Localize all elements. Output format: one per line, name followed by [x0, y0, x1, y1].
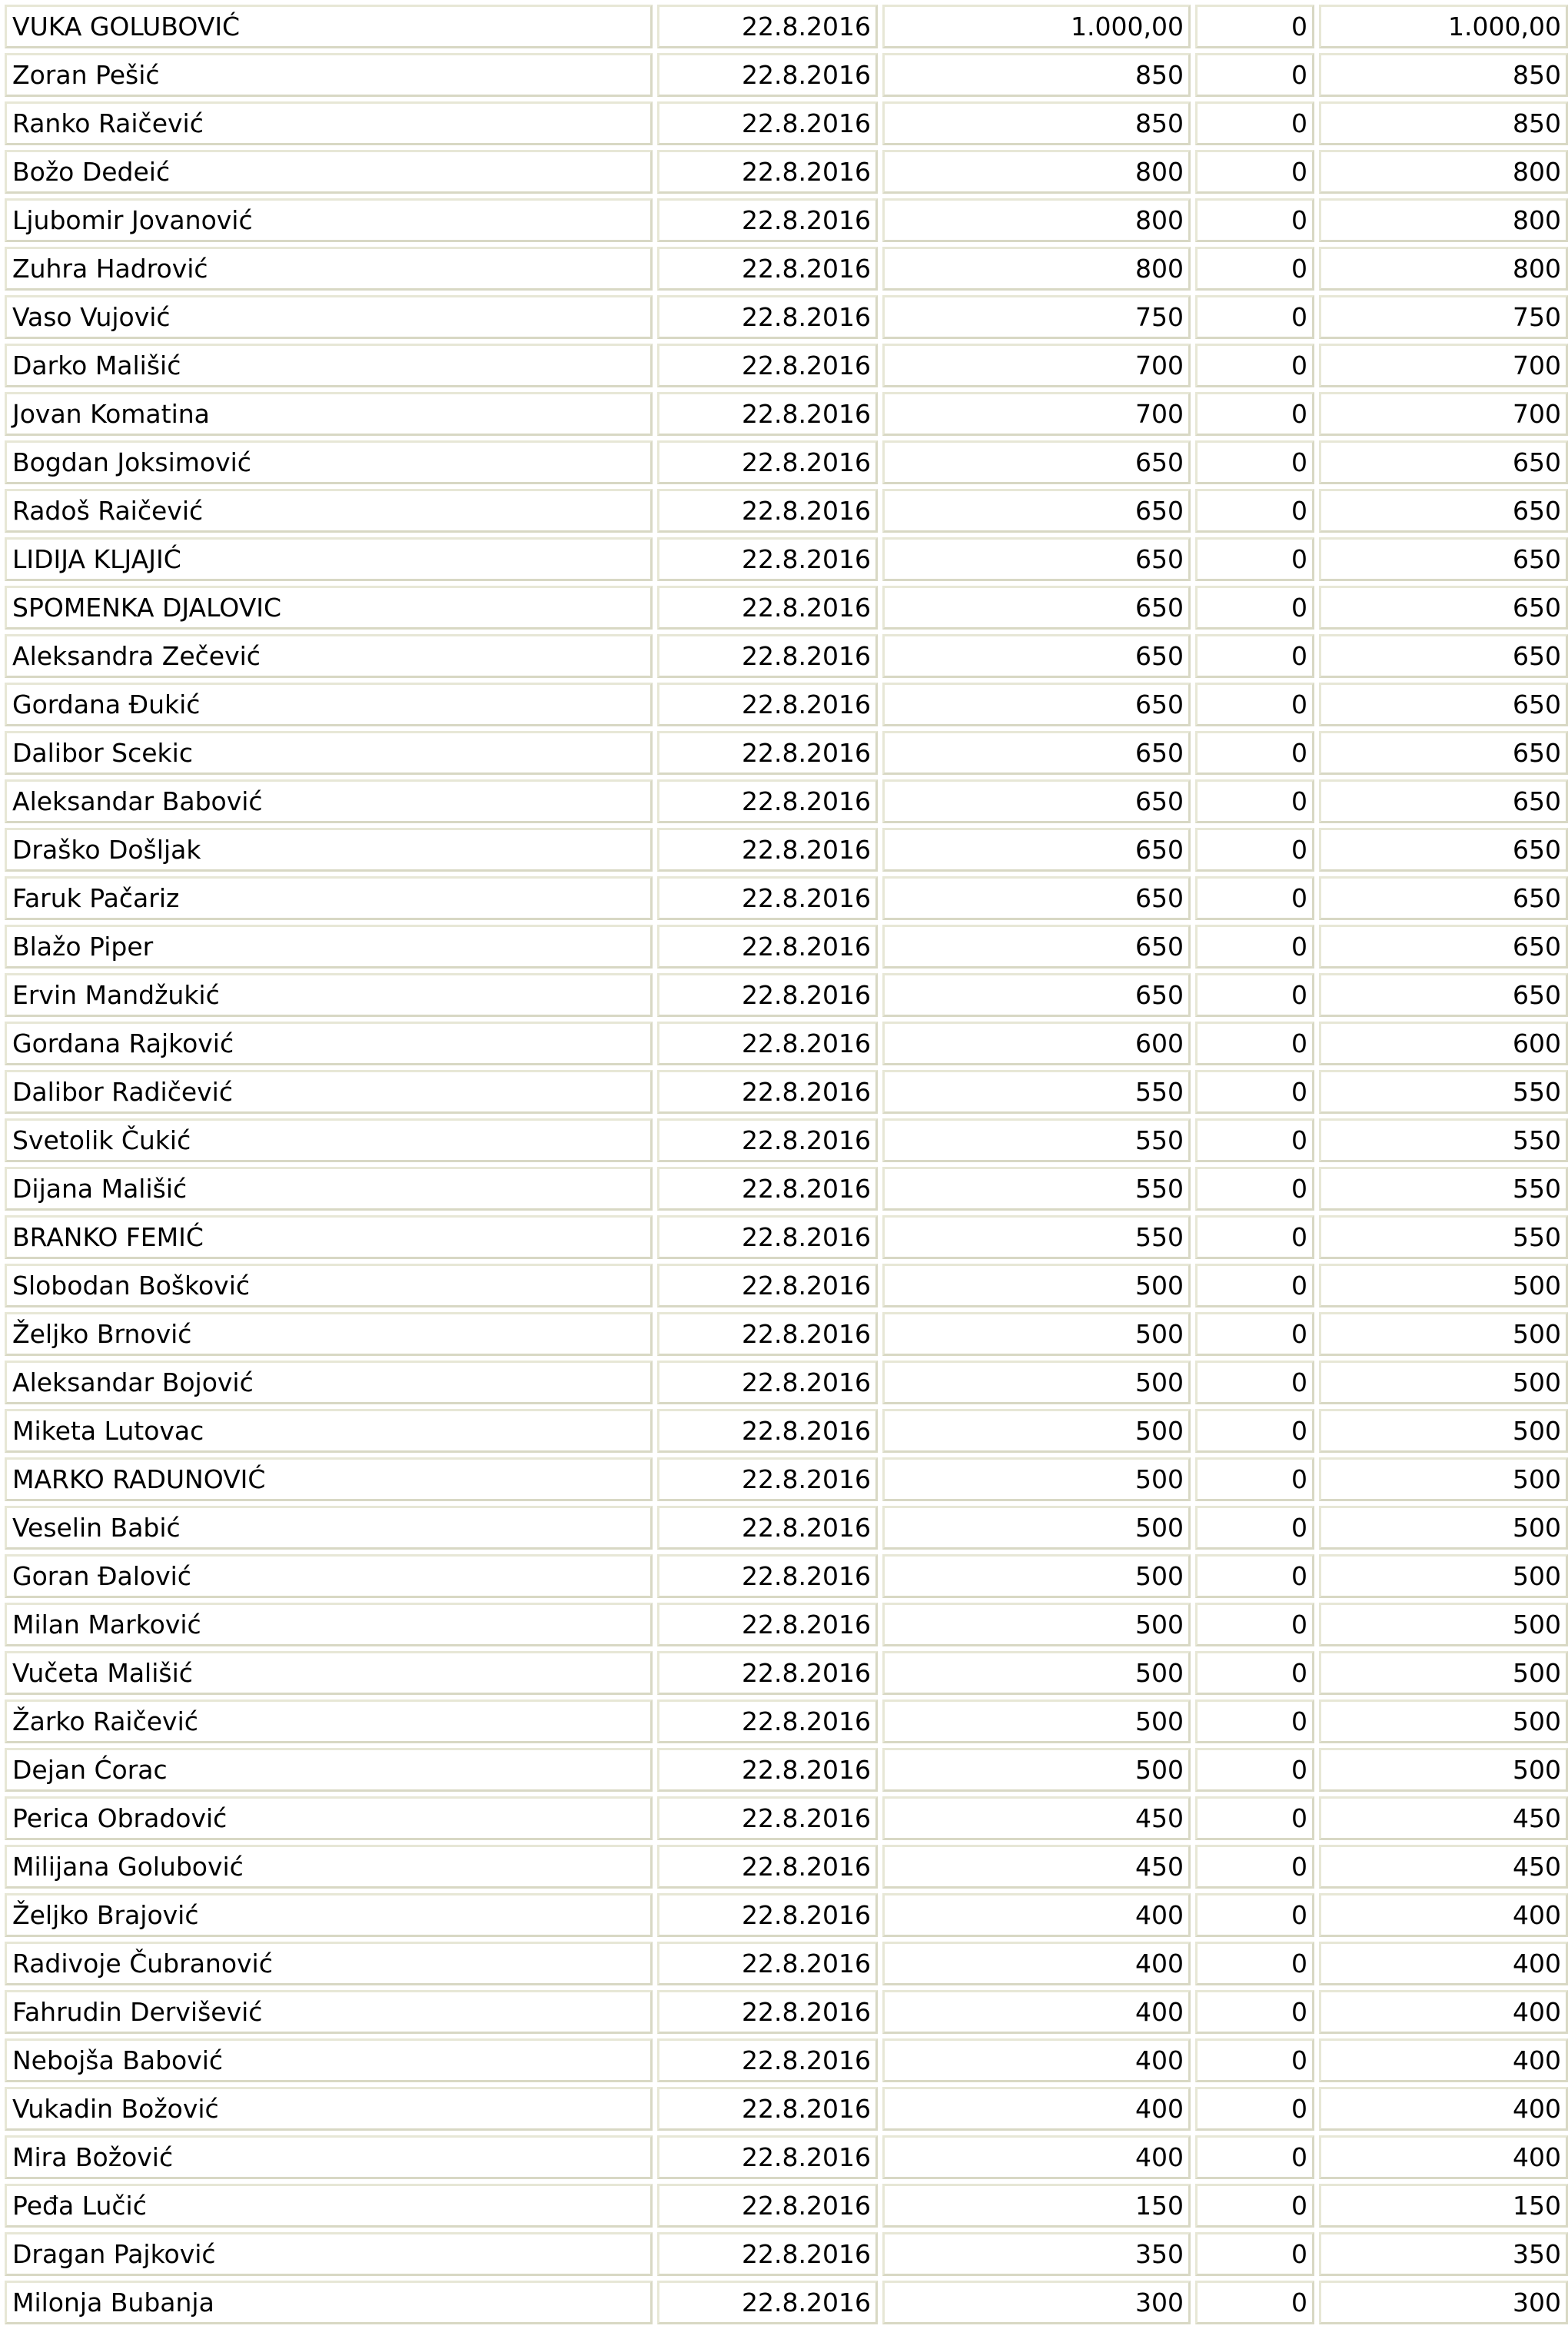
cell-date: 22.8.2016 [657, 731, 878, 775]
cell-date: 22.8.2016 [657, 1942, 878, 1985]
cell-total: 400 [1319, 2087, 1568, 2131]
cell-name: Veselin Babić [5, 1506, 653, 1550]
cell-other: 0 [1195, 1990, 1314, 2034]
cell-total: 550 [1319, 1215, 1568, 1259]
cell-amount: 400 [882, 2038, 1191, 2082]
cell-other: 0 [1195, 731, 1314, 775]
cell-total: 500 [1319, 1651, 1568, 1695]
cell-total: 650 [1319, 537, 1568, 581]
cell-total: 300 [1319, 2281, 1568, 2324]
cell-total: 450 [1319, 1796, 1568, 1840]
cell-total: 550 [1319, 1118, 1568, 1162]
cell-date: 22.8.2016 [657, 198, 878, 242]
cell-name: Dalibor Scekic [5, 731, 653, 775]
cell-total: 650 [1319, 489, 1568, 533]
cell-name: Slobodan Bošković [5, 1264, 653, 1307]
cell-other: 0 [1195, 586, 1314, 630]
cell-total: 500 [1319, 1748, 1568, 1792]
cell-date: 22.8.2016 [657, 634, 878, 678]
cell-name: Aleksandar Bojović [5, 1361, 653, 1404]
cell-name: Jovan Komatina [5, 392, 653, 436]
cell-other: 0 [1195, 1554, 1314, 1598]
cell-total: 650 [1319, 973, 1568, 1017]
cell-date: 22.8.2016 [657, 2135, 878, 2179]
cell-total: 400 [1319, 2038, 1568, 2082]
cell-other: 0 [1195, 2184, 1314, 2228]
table-row [5, 1409, 1568, 1453]
cell-date: 22.8.2016 [657, 1699, 878, 1743]
cell-total: 400 [1319, 1990, 1568, 2034]
cell-name: MARKO RADUNOVIĆ [5, 1457, 653, 1501]
cell-name: Dragan Pajković [5, 2232, 653, 2276]
cell-amount: 800 [882, 198, 1191, 242]
cell-other: 0 [1195, 2232, 1314, 2276]
table-row [5, 1312, 1568, 1356]
cell-total: 500 [1319, 1554, 1568, 1598]
cell-date: 22.8.2016 [657, 247, 878, 291]
cell-amount: 500 [882, 1264, 1191, 1307]
table-row [5, 2281, 1568, 2324]
cell-other: 0 [1195, 1167, 1314, 1211]
table-row [5, 537, 1568, 581]
cell-total: 600 [1319, 1022, 1568, 1065]
cell-other: 0 [1195, 1506, 1314, 1550]
cell-date: 22.8.2016 [657, 683, 878, 726]
cell-name: Dijana Mališić [5, 1167, 653, 1211]
table-row [5, 53, 1568, 97]
cell-amount: 450 [882, 1796, 1191, 1840]
cell-total: 400 [1319, 1942, 1568, 1985]
cell-amount: 450 [882, 1845, 1191, 1889]
cell-amount: 500 [882, 1312, 1191, 1356]
cell-other: 0 [1195, 1942, 1314, 1985]
cell-amount: 500 [882, 1651, 1191, 1695]
cell-other: 0 [1195, 344, 1314, 387]
table-row [5, 2184, 1568, 2228]
table-row [5, 150, 1568, 194]
cell-name: Peđa Lučić [5, 2184, 653, 2228]
cell-amount: 550 [882, 1118, 1191, 1162]
cell-name: Miketa Lutovac [5, 1409, 653, 1453]
cell-other: 0 [1195, 1070, 1314, 1114]
cell-date: 22.8.2016 [657, 53, 878, 97]
cell-other: 0 [1195, 440, 1314, 484]
table-row [5, 1167, 1568, 1211]
table-row [5, 586, 1568, 630]
cell-date: 22.8.2016 [657, 1118, 878, 1162]
cell-date: 22.8.2016 [657, 779, 878, 823]
cell-total: 1.000,00 [1319, 5, 1568, 48]
cell-date: 22.8.2016 [657, 295, 878, 339]
cell-date: 22.8.2016 [657, 1748, 878, 1792]
cell-date: 22.8.2016 [657, 1457, 878, 1501]
cell-name: Žarko Raičević [5, 1699, 653, 1743]
cell-name: Goran Đalović [5, 1554, 653, 1598]
cell-date: 22.8.2016 [657, 876, 878, 920]
cell-total: 550 [1319, 1070, 1568, 1114]
table-row [5, 1070, 1568, 1114]
cell-name: Radivoje Čubranović [5, 1942, 653, 1985]
cell-name: Draško Došljak [5, 828, 653, 872]
cell-total: 650 [1319, 586, 1568, 630]
cell-date: 22.8.2016 [657, 1845, 878, 1889]
cell-other: 0 [1195, 150, 1314, 194]
cell-other: 0 [1195, 392, 1314, 436]
cell-name: Božo Dedeić [5, 150, 653, 194]
table-row [5, 1022, 1568, 1065]
cell-total: 650 [1319, 731, 1568, 775]
cell-date: 22.8.2016 [657, 392, 878, 436]
table-row [5, 1118, 1568, 1162]
cell-name: LIDIJA KLJAJIĆ [5, 537, 653, 581]
cell-amount: 500 [882, 1457, 1191, 1501]
cell-total: 850 [1319, 101, 1568, 145]
cell-other: 0 [1195, 1264, 1314, 1307]
cell-other: 0 [1195, 247, 1314, 291]
cell-name: Željko Brajović [5, 1893, 653, 1937]
table-row [5, 1699, 1568, 1743]
cell-name: Milijana Golubović [5, 1845, 653, 1889]
cell-amount: 650 [882, 779, 1191, 823]
cell-other: 0 [1195, 634, 1314, 678]
cell-amount: 400 [882, 2087, 1191, 2131]
cell-date: 22.8.2016 [657, 101, 878, 145]
cell-name: Perica Obradović [5, 1796, 653, 1840]
cell-other: 0 [1195, 828, 1314, 872]
cell-total: 550 [1319, 1167, 1568, 1211]
cell-name: Aleksandra Zečević [5, 634, 653, 678]
cell-date: 22.8.2016 [657, 1506, 878, 1550]
cell-name: Radoš Raičević [5, 489, 653, 533]
cell-other: 0 [1195, 925, 1314, 969]
cell-other: 0 [1195, 2135, 1314, 2179]
cell-amount: 400 [882, 1990, 1191, 2034]
cell-other: 0 [1195, 683, 1314, 726]
cell-date: 22.8.2016 [657, 1070, 878, 1114]
cell-date: 22.8.2016 [657, 1215, 878, 1259]
cell-name: Zuhra Hadrović [5, 247, 653, 291]
cell-amount: 650 [882, 925, 1191, 969]
cell-amount: 400 [882, 2135, 1191, 2179]
cell-total: 650 [1319, 925, 1568, 969]
cell-amount: 400 [882, 1942, 1191, 1985]
cell-date: 22.8.2016 [657, 537, 878, 581]
table-row [5, 2038, 1568, 2082]
cell-date: 22.8.2016 [657, 973, 878, 1017]
cell-total: 650 [1319, 876, 1568, 920]
table-row [5, 1990, 1568, 2034]
cell-name: Darko Mališić [5, 344, 653, 387]
cell-name: Nebojša Babović [5, 2038, 653, 2082]
cell-other: 0 [1195, 2281, 1314, 2324]
cell-date: 22.8.2016 [657, 1990, 878, 2034]
cell-name: Fahrudin Dervišević [5, 1990, 653, 2034]
cell-total: 500 [1319, 1361, 1568, 1404]
table-row [5, 440, 1568, 484]
cell-name: Faruk Pačariz [5, 876, 653, 920]
table-row [5, 295, 1568, 339]
cell-amount: 500 [882, 1603, 1191, 1646]
cell-total: 650 [1319, 634, 1568, 678]
cell-total: 450 [1319, 1845, 1568, 1889]
cell-amount: 650 [882, 537, 1191, 581]
cell-total: 800 [1319, 150, 1568, 194]
cell-name: Blažo Piper [5, 925, 653, 969]
cell-total: 400 [1319, 2135, 1568, 2179]
cell-total: 500 [1319, 1506, 1568, 1550]
table-row [5, 2232, 1568, 2276]
cell-total: 650 [1319, 779, 1568, 823]
cell-date: 22.8.2016 [657, 586, 878, 630]
cell-amount: 550 [882, 1070, 1191, 1114]
cell-total: 500 [1319, 1699, 1568, 1743]
cell-amount: 350 [882, 2232, 1191, 2276]
cell-name: Bogdan Joksimović [5, 440, 653, 484]
cell-name: SPOMENKA DJALOVIC [5, 586, 653, 630]
cell-other: 0 [1195, 779, 1314, 823]
cell-amount: 700 [882, 392, 1191, 436]
cell-total: 650 [1319, 828, 1568, 872]
cell-date: 22.8.2016 [657, 1361, 878, 1404]
cell-total: 700 [1319, 392, 1568, 436]
table-row [5, 344, 1568, 387]
cell-amount: 550 [882, 1167, 1191, 1211]
cell-other: 0 [1195, 1312, 1314, 1356]
cell-name: Ranko Raičević [5, 101, 653, 145]
table-row [5, 828, 1568, 872]
cell-amount: 650 [882, 634, 1191, 678]
cell-other: 0 [1195, 1361, 1314, 1404]
table-row [5, 2135, 1568, 2179]
cell-name: Milan Marković [5, 1603, 653, 1646]
cell-amount: 850 [882, 101, 1191, 145]
cell-date: 22.8.2016 [657, 2232, 878, 2276]
cell-date: 22.8.2016 [657, 2281, 878, 2324]
cell-date: 22.8.2016 [657, 1603, 878, 1646]
cell-date: 22.8.2016 [657, 1554, 878, 1598]
cell-date: 22.8.2016 [657, 5, 878, 48]
cell-date: 22.8.2016 [657, 1312, 878, 1356]
cell-name: Dalibor Radičević [5, 1070, 653, 1114]
cell-other: 0 [1195, 1215, 1314, 1259]
cell-amount: 150 [882, 2184, 1191, 2228]
cell-date: 22.8.2016 [657, 1796, 878, 1840]
cell-amount: 750 [882, 295, 1191, 339]
cell-date: 22.8.2016 [657, 1409, 878, 1453]
table-row [5, 2087, 1568, 2131]
cell-total: 750 [1319, 295, 1568, 339]
cell-other: 0 [1195, 2038, 1314, 2082]
cell-total: 400 [1319, 1893, 1568, 1937]
cell-amount: 650 [882, 440, 1191, 484]
cell-date: 22.8.2016 [657, 150, 878, 194]
cell-date: 22.8.2016 [657, 1167, 878, 1211]
cell-other: 0 [1195, 1457, 1314, 1501]
cell-date: 22.8.2016 [657, 2087, 878, 2131]
table-row [5, 973, 1568, 1017]
cell-amount: 850 [882, 53, 1191, 97]
cell-amount: 650 [882, 876, 1191, 920]
cell-total: 500 [1319, 1603, 1568, 1646]
table-row [5, 1796, 1568, 1840]
cell-amount: 650 [882, 683, 1191, 726]
cell-name: Željko Brnović [5, 1312, 653, 1356]
cell-amount: 500 [882, 1409, 1191, 1453]
cell-name: Ljubomir Jovanović [5, 198, 653, 242]
cell-other: 0 [1195, 295, 1314, 339]
cell-total: 850 [1319, 53, 1568, 97]
cell-other: 0 [1195, 1409, 1314, 1453]
cell-other: 0 [1195, 1603, 1314, 1646]
cell-amount: 650 [882, 973, 1191, 1017]
table-row [5, 731, 1568, 775]
cell-other: 0 [1195, 1699, 1314, 1743]
cell-amount: 500 [882, 1554, 1191, 1598]
cell-amount: 500 [882, 1699, 1191, 1743]
cell-other: 0 [1195, 5, 1314, 48]
table-row [5, 1942, 1568, 1985]
table-row [5, 1603, 1568, 1646]
cell-other: 0 [1195, 53, 1314, 97]
cell-date: 22.8.2016 [657, 925, 878, 969]
cell-total: 350 [1319, 2232, 1568, 2276]
cell-other: 0 [1195, 1748, 1314, 1792]
cell-total: 500 [1319, 1409, 1568, 1453]
table-row [5, 876, 1568, 920]
cell-date: 22.8.2016 [657, 489, 878, 533]
cell-name: Dejan Ćorac [5, 1748, 653, 1792]
table-row [5, 779, 1568, 823]
table-row [5, 1651, 1568, 1695]
table-row [5, 198, 1568, 242]
cell-other: 0 [1195, 973, 1314, 1017]
table-row [5, 634, 1568, 678]
table-row [5, 1554, 1568, 1598]
table-row [5, 1215, 1568, 1259]
table-row [5, 101, 1568, 145]
cell-other: 0 [1195, 1022, 1314, 1065]
cell-total: 700 [1319, 344, 1568, 387]
cell-amount: 650 [882, 731, 1191, 775]
cell-amount: 1.000,00 [882, 5, 1191, 48]
cell-other: 0 [1195, 1796, 1314, 1840]
cell-name: Aleksandar Babović [5, 779, 653, 823]
cell-amount: 500 [882, 1748, 1191, 1792]
cell-total: 800 [1319, 198, 1568, 242]
cell-amount: 400 [882, 1893, 1191, 1937]
table-row [5, 247, 1568, 291]
table-body [5, 5, 1568, 2324]
cell-name: Mira Božović [5, 2135, 653, 2179]
table-row [5, 1748, 1568, 1792]
cell-date: 22.8.2016 [657, 344, 878, 387]
cell-date: 22.8.2016 [657, 440, 878, 484]
cell-name: Ervin Mandžukić [5, 973, 653, 1017]
cell-name: Gordana Rajković [5, 1022, 653, 1065]
cell-amount: 550 [882, 1215, 1191, 1259]
cell-total: 650 [1319, 683, 1568, 726]
cell-other: 0 [1195, 489, 1314, 533]
cell-amount: 700 [882, 344, 1191, 387]
cell-total: 500 [1319, 1457, 1568, 1501]
cell-other: 0 [1195, 2087, 1314, 2131]
cell-other: 0 [1195, 537, 1314, 581]
cell-name: Vučeta Mališić [5, 1651, 653, 1695]
cell-date: 22.8.2016 [657, 828, 878, 872]
cell-amount: 650 [882, 586, 1191, 630]
cell-other: 0 [1195, 1893, 1314, 1937]
cell-total: 500 [1319, 1312, 1568, 1356]
cell-other: 0 [1195, 1118, 1314, 1162]
table-row [5, 683, 1568, 726]
table-row [5, 925, 1568, 969]
cell-other: 0 [1195, 101, 1314, 145]
cell-name: Vaso Vujović [5, 295, 653, 339]
cell-name: Vukadin Božović [5, 2087, 653, 2131]
cell-other: 0 [1195, 198, 1314, 242]
cell-date: 22.8.2016 [657, 1264, 878, 1307]
cell-amount: 500 [882, 1506, 1191, 1550]
cell-amount: 800 [882, 247, 1191, 291]
cell-date: 22.8.2016 [657, 2184, 878, 2228]
table-row [5, 1506, 1568, 1550]
cell-name: VUKA GOLUBOVIĆ [5, 5, 653, 48]
cell-total: 150 [1319, 2184, 1568, 2228]
cell-total: 800 [1319, 247, 1568, 291]
cell-name: Milonja Bubanja [5, 2281, 653, 2324]
cell-other: 0 [1195, 1845, 1314, 1889]
table-row [5, 1264, 1568, 1307]
cell-amount: 800 [882, 150, 1191, 194]
cell-amount: 650 [882, 489, 1191, 533]
table-row [5, 1361, 1568, 1404]
cell-other: 0 [1195, 876, 1314, 920]
cell-total: 650 [1319, 440, 1568, 484]
cell-amount: 650 [882, 828, 1191, 872]
cell-name: BRANKO FEMIĆ [5, 1215, 653, 1259]
cell-amount: 600 [882, 1022, 1191, 1065]
cell-amount: 500 [882, 1361, 1191, 1404]
table-row [5, 489, 1568, 533]
cell-date: 22.8.2016 [657, 1022, 878, 1065]
cell-other: 0 [1195, 1651, 1314, 1695]
cell-date: 22.8.2016 [657, 1651, 878, 1695]
table-row [5, 5, 1568, 48]
cell-total: 500 [1319, 1264, 1568, 1307]
cell-amount: 300 [882, 2281, 1191, 2324]
cell-name: Zoran Pešić [5, 53, 653, 97]
table-row [5, 392, 1568, 436]
table-row [5, 1457, 1568, 1501]
table-row [5, 1893, 1568, 1937]
cell-name: Gordana Đukić [5, 683, 653, 726]
cell-date: 22.8.2016 [657, 1893, 878, 1937]
cell-date: 22.8.2016 [657, 2038, 878, 2082]
table-row [5, 1845, 1568, 1889]
cell-name: Svetolik Čukić [5, 1118, 653, 1162]
